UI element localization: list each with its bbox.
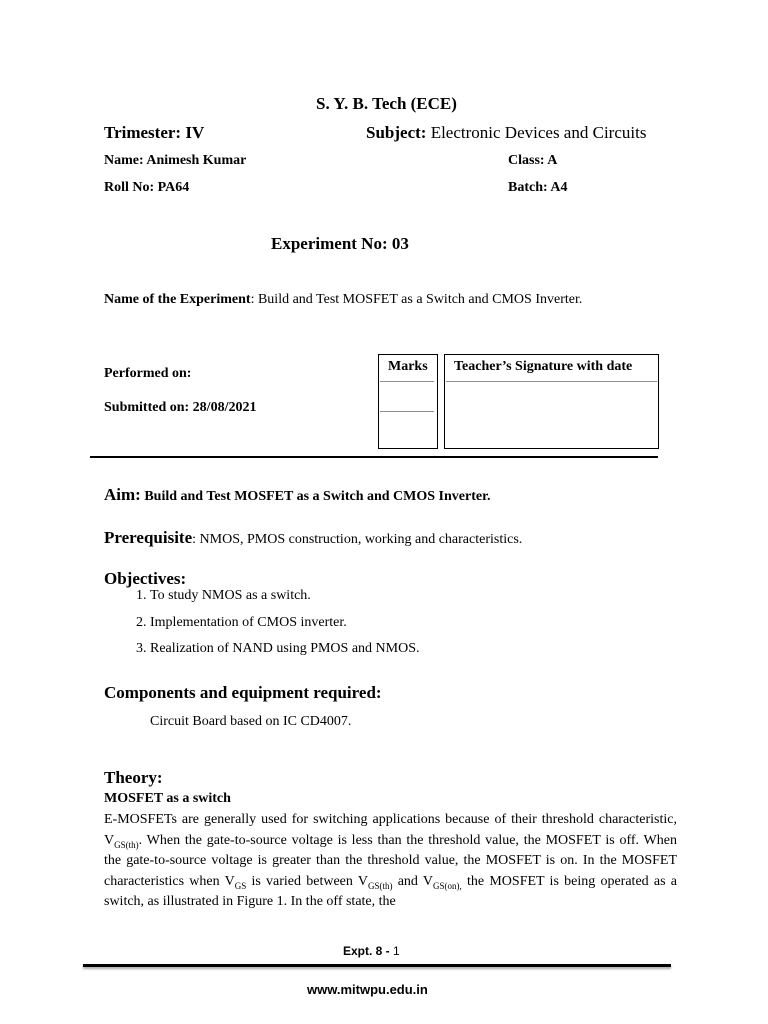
experiment-name-label: Name of the Experiment xyxy=(104,292,251,307)
page-number: 1 xyxy=(393,944,400,958)
experiment-name-value: : Build and Test MOSFET as a Switch and CMOS Inverter. xyxy=(250,292,583,307)
trimester: Trimester: IV xyxy=(104,123,205,142)
class-label: Class: A xyxy=(508,153,558,168)
subscript-gs-th: GS(th) xyxy=(114,839,139,850)
performed-on: Performed on: xyxy=(104,366,192,381)
batch-label: Batch: A4 xyxy=(508,180,568,195)
theory-text-5: the MOSFET is being operated as a switch, as illustrated in Figure 1. In the off state, the xyxy=(104,873,677,909)
signature-rule xyxy=(446,381,657,382)
objective-item: 2. Implementation of CMOS inverter. xyxy=(150,615,420,642)
footer-divider xyxy=(83,964,671,967)
aim-text: Build and Test MOSFET as a Switch and CMOS Inverter. xyxy=(140,489,491,504)
theory-paragraph xyxy=(104,810,677,913)
roll-number: Roll No: PA64 xyxy=(104,180,190,195)
prerequisite-text: : NMOS, PMOS construction, working and characteristics. xyxy=(192,532,523,547)
subscript-gs-on: GS(on), xyxy=(433,880,462,891)
objective-item: 3. Realization of NAND using PMOS and NMOS. xyxy=(150,641,420,668)
prerequisite-label: Prerequisite xyxy=(104,528,193,547)
page-footer xyxy=(343,944,400,958)
marks-rule-2 xyxy=(380,411,434,412)
page-label: Expt. 8 - xyxy=(343,944,394,958)
marks-rule-1 xyxy=(380,381,434,382)
aim xyxy=(104,485,491,505)
subject xyxy=(366,123,646,143)
experiment-number: Experiment No: 03 xyxy=(271,234,409,253)
theory-text-4: and V xyxy=(392,873,434,889)
theory-subheading: MOSFET as a switch xyxy=(104,791,231,806)
objectives-list xyxy=(104,588,420,668)
signature-header: Teacher’s Signature with date xyxy=(454,359,633,374)
theory-text-1: E-MOSFETs are generally used for switching applications because of their threshold characteristic, V xyxy=(104,812,677,848)
experiment-name xyxy=(104,292,582,308)
student-name: Name: Animesh Kumar xyxy=(104,153,247,168)
theory-text-3: is varied between V xyxy=(246,873,368,889)
course-title: S. Y. B. Tech (ECE) xyxy=(316,94,457,113)
components-text: Circuit Board based on IC CD4007. xyxy=(150,714,352,729)
website-link[interactable]: www.mitwpu.edu.in xyxy=(307,982,428,997)
subscript-gs: GS xyxy=(234,880,247,891)
marks-header: Marks xyxy=(388,359,428,374)
aim-label: Aim: xyxy=(104,485,141,504)
subject-label: Subject: xyxy=(366,123,427,142)
theory-heading: Theory: xyxy=(104,768,163,787)
theory-text-2: . When the gate-to-source voltage is less than the threshold value, the MOSFET is off. When the gate-to-source voltage is greater than the threshold value, the MOSFET is on. In the MOSFET characteristics when V xyxy=(104,832,677,889)
components-heading: Components and equipment required: xyxy=(104,683,382,702)
prerequisite xyxy=(104,528,522,548)
subject-value: Electronic Devices and Circuits xyxy=(426,123,647,142)
objectives-heading: Objectives: xyxy=(104,569,187,588)
submitted-on: Submitted on: 28/08/2021 xyxy=(104,400,257,415)
subscript-gs-th-2: GS(th) xyxy=(367,880,393,891)
header-divider xyxy=(90,456,658,458)
objective-item: 1. To study NMOS as a switch. xyxy=(150,588,420,615)
